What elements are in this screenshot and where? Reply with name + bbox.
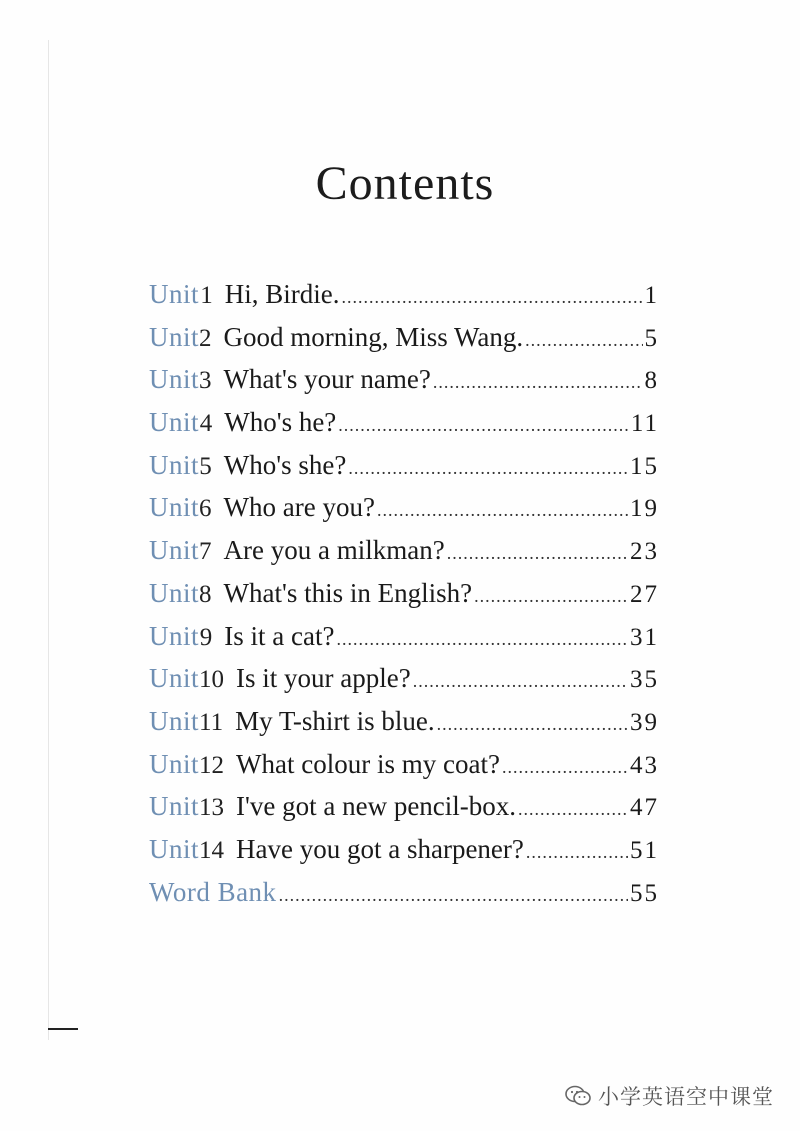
unit-number: 6 (199, 495, 212, 523)
toc-entry-unit-1[interactable] (149, 279, 659, 322)
unit-number: 13 (199, 794, 225, 822)
dot-leader (338, 415, 629, 436)
unit-label: Unit (149, 663, 200, 694)
unit-title: Have you got a sharpener? (236, 833, 524, 864)
unit-label: Unit (149, 705, 200, 736)
unit-number: 7 (199, 538, 212, 566)
toc-entry-unit-5[interactable] (149, 450, 659, 493)
unit-number: 2 (199, 324, 212, 352)
unit-title: Who's he? (224, 407, 337, 438)
dot-leader (447, 543, 628, 564)
toc-entry-unit-10[interactable] (149, 663, 659, 706)
unit-label: Unit (149, 748, 200, 779)
unit-label: Unit (149, 321, 200, 352)
dot-leader (502, 757, 628, 778)
page-number: 23 (630, 538, 659, 566)
unit-label: Unit (149, 364, 200, 395)
table-of-contents (149, 279, 659, 919)
unit-title: My T-shirt is blue. (235, 705, 435, 736)
unit-title: Good morning, Miss Wang. (223, 321, 524, 352)
page-number: 47 (630, 794, 659, 822)
unit-title: I've got a new pencil-box. (236, 791, 517, 822)
page-number: 27 (630, 580, 659, 608)
unit-title: Who's she? (223, 449, 347, 480)
unit-number: 12 (199, 751, 225, 779)
dot-leader (518, 799, 628, 820)
dot-leader (525, 330, 642, 351)
toc-entry-unit-6[interactable] (149, 492, 659, 535)
toc-entry-unit-12[interactable] (149, 749, 659, 792)
toc-entry-unit-2[interactable] (149, 322, 659, 365)
unit-title: Is it a cat? (224, 620, 335, 651)
unit-label: Unit (149, 279, 200, 309)
page-number: 5 (644, 324, 659, 352)
unit-label: Unit (149, 407, 200, 438)
page-number: 15 (630, 452, 659, 480)
toc-entry-unit-13[interactable] (149, 791, 659, 834)
toc-entry-unit-3[interactable] (149, 364, 659, 407)
dot-leader (413, 671, 628, 692)
unit-label: Unit (149, 535, 200, 566)
unit-number: 8 (199, 580, 212, 608)
dot-leader (279, 885, 628, 906)
unit-number: 4 (199, 410, 213, 438)
unit-number: 3 (199, 367, 212, 395)
page-number: 11 (630, 410, 659, 438)
dot-leader (474, 586, 628, 607)
watermark (564, 1081, 774, 1111)
unit-title: What's this in English? (223, 577, 473, 608)
dot-leader (437, 714, 628, 735)
page-number: 39 (630, 708, 659, 736)
dot-leader (377, 500, 628, 521)
page-number: 19 (630, 495, 659, 523)
word-bank-label: Word Bank (149, 876, 277, 907)
toc-entry-unit-7[interactable] (149, 535, 659, 578)
toc-entry-unit-11[interactable] (149, 706, 659, 749)
page-number: 8 (644, 367, 659, 395)
page-number: 43 (630, 751, 659, 779)
unit-number: 1 (200, 282, 213, 309)
page-number: 35 (630, 666, 659, 694)
unit-title: Hi, Birdie. (224, 279, 340, 309)
footer-dash (48, 1028, 78, 1030)
unit-title: What's your name? (223, 364, 431, 395)
toc-entry-unit-14[interactable] (149, 834, 659, 877)
toc-entry-unit-8[interactable] (149, 578, 659, 621)
toc-entry-word-bank[interactable] (149, 877, 659, 920)
page-title: Contents (315, 157, 495, 210)
watermark-text: 小学英语空中课堂 (598, 1085, 774, 1109)
toc-entry-unit-4[interactable] (149, 407, 659, 450)
unit-number: 10 (199, 666, 225, 694)
unit-label: Unit (149, 577, 200, 608)
dot-leader (433, 372, 643, 393)
unit-label: Unit (149, 833, 200, 864)
dot-leader (336, 629, 628, 650)
page-number: 31 (630, 623, 659, 651)
unit-title: Who are you? (223, 492, 375, 523)
unit-label: Unit (149, 620, 200, 651)
toc-entry-unit-9[interactable] (149, 621, 659, 664)
unit-title: What colour is my coat? (236, 748, 500, 779)
unit-number: 14 (199, 836, 225, 864)
unit-number: 11 (199, 708, 224, 736)
page-number: 1 (644, 282, 659, 309)
unit-number: 5 (199, 452, 212, 480)
unit-label: Unit (149, 492, 200, 523)
page-number: 55 (630, 879, 659, 907)
unit-title: Is it your apple? (236, 663, 411, 694)
unit-label: Unit (149, 791, 200, 822)
page-number: 51 (630, 836, 659, 864)
dot-leader (341, 287, 642, 308)
wechat-icon (564, 1084, 592, 1108)
dot-leader (348, 458, 628, 479)
unit-title: Are you a milkman? (223, 535, 445, 566)
dot-leader (526, 842, 628, 863)
unit-number: 9 (199, 623, 213, 651)
unit-label: Unit (149, 449, 200, 480)
